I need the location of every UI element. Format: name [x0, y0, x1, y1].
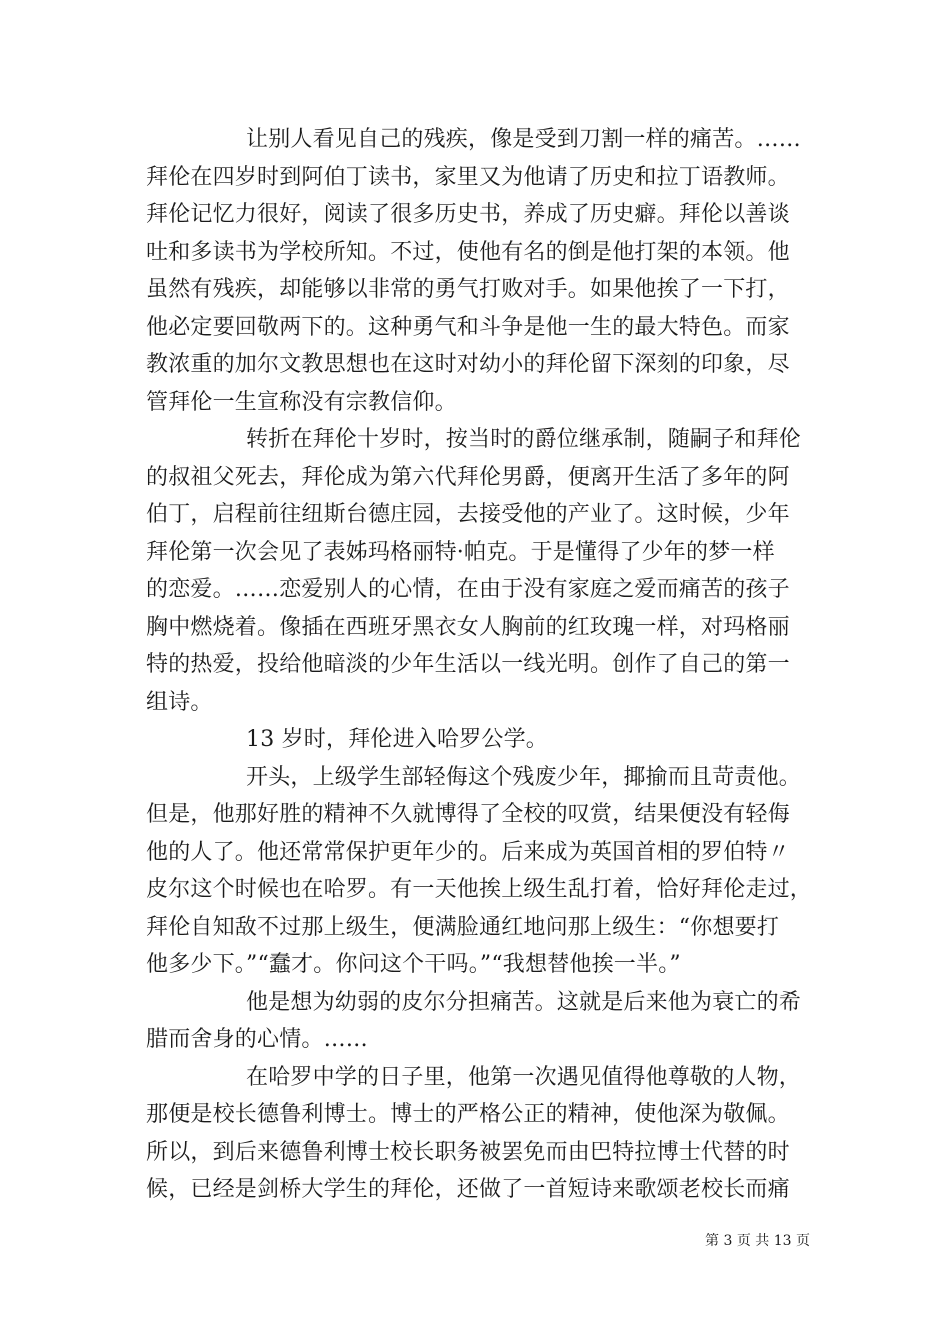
paragraph	[146, 984, 822, 1059]
text-line: 拜伦第一次会见了表姊玛格丽特·帕克。于是懂得了少年的梦一样	[146, 539, 775, 565]
text-line: 拜伦在四岁时到阿伯丁读书，家里又为他请了历史和拉丁语教师。	[146, 164, 790, 190]
text-line: 那便是校长德鲁利博士。博士的严格公正的精神，使他深为敬佩。	[146, 1102, 790, 1127]
text-line: 他必定要回敬两下的。这种勇气和斗争是他一生的最大特色。而家	[146, 314, 790, 340]
text-line: 伯丁，启程前往纽斯台德庄园，去接受他的产业了。这时候，少年	[146, 502, 790, 527]
text-line: 拜伦记忆力很好，阅读了很多历史书，养成了历史癖。拜伦以善谈	[146, 202, 790, 227]
paragraph	[146, 721, 822, 759]
text-line: 他多少下。”“蠢才。你问这个干吗。”“我想替他挨一半。”	[146, 952, 681, 977]
text-line: 虽然有残疾，却能够以非常的勇气打败对手。如果他挨了一下打，	[146, 277, 790, 302]
text-line: 所以，到后来德鲁利博士校长职务被罢免而由巴特拉博士代替的时	[146, 1139, 790, 1165]
text-line: 特的热爱，投给他暗淡的少年生活以一线光明。创作了自己的第一	[146, 652, 790, 677]
text-line: 转折在拜伦十岁时，按当时的爵位继承制，随嗣子和拜伦	[246, 427, 802, 452]
text-line: 皮尔这个时候也在哈罗。有一天他挨上级生乱打着，恰好拜伦走过，	[146, 877, 813, 902]
text-line: 让别人看见自己的残疾，像是受到刀割一样的痛苦。……	[246, 127, 802, 152]
text-line: 腊而舍身的心情。……	[146, 1027, 369, 1052]
text-line: 胸中燃烧着。像插在西班牙黑衣女人胸前的红玫瑰一样，对玛格丽	[146, 614, 790, 640]
text-line: 他的人了。他还常常保护更年少的。后来成为英国首相的罗伯特〃	[146, 839, 790, 865]
document-body	[146, 121, 822, 1209]
paragraph	[146, 121, 822, 421]
text-line: 候，已经是剑桥大学生的拜伦，还做了一首短诗来歌颂老校长而痛	[146, 1177, 790, 1202]
paragraph	[146, 759, 822, 984]
text-line: 拜伦自知敌不过那上级生，便满脸通红地问那上级生：“你想要打	[146, 914, 780, 940]
text-line: 吐和多读书为学校所知。不过，使他有名的倒是他打架的本领。他	[146, 239, 790, 265]
paragraph	[146, 1059, 822, 1209]
text-line: 的恋爱。……恋爱别人的心情，在由于没有家庭之爱而痛苦的孩子	[146, 577, 790, 602]
text-line: 组诗。	[146, 689, 213, 715]
text-line: 开头，上级学生部轻侮这个残废少年，揶揄而且苛责他。	[246, 764, 802, 790]
text-line: 的叔祖父死去，拜伦成为第六代拜伦男爵，便离开生活了多年的阿	[146, 464, 790, 490]
text-line: 教浓重的加尔文教思想也在这时对幼小的拜伦留下深刻的印象，尽	[146, 352, 790, 377]
text-line: 13 岁时，拜伦进入哈罗公学。	[246, 727, 548, 752]
page-number-footer: 第 3 页 共 13 页	[705, 1233, 810, 1249]
text-line: 他是想为幼弱的皮尔分担痛苦。这就是后来他为衰亡的希	[246, 989, 802, 1015]
paragraph	[146, 421, 822, 721]
text-line: 管拜伦一生宣称没有宗教信仰。	[146, 389, 457, 415]
text-line: 在哈罗中学的日子里，他第一次遇见值得他尊敬的人物，	[246, 1064, 802, 1090]
text-line: 但是，他那好胜的精神不久就博得了全校的叹赏，结果便没有轻侮	[146, 802, 790, 827]
